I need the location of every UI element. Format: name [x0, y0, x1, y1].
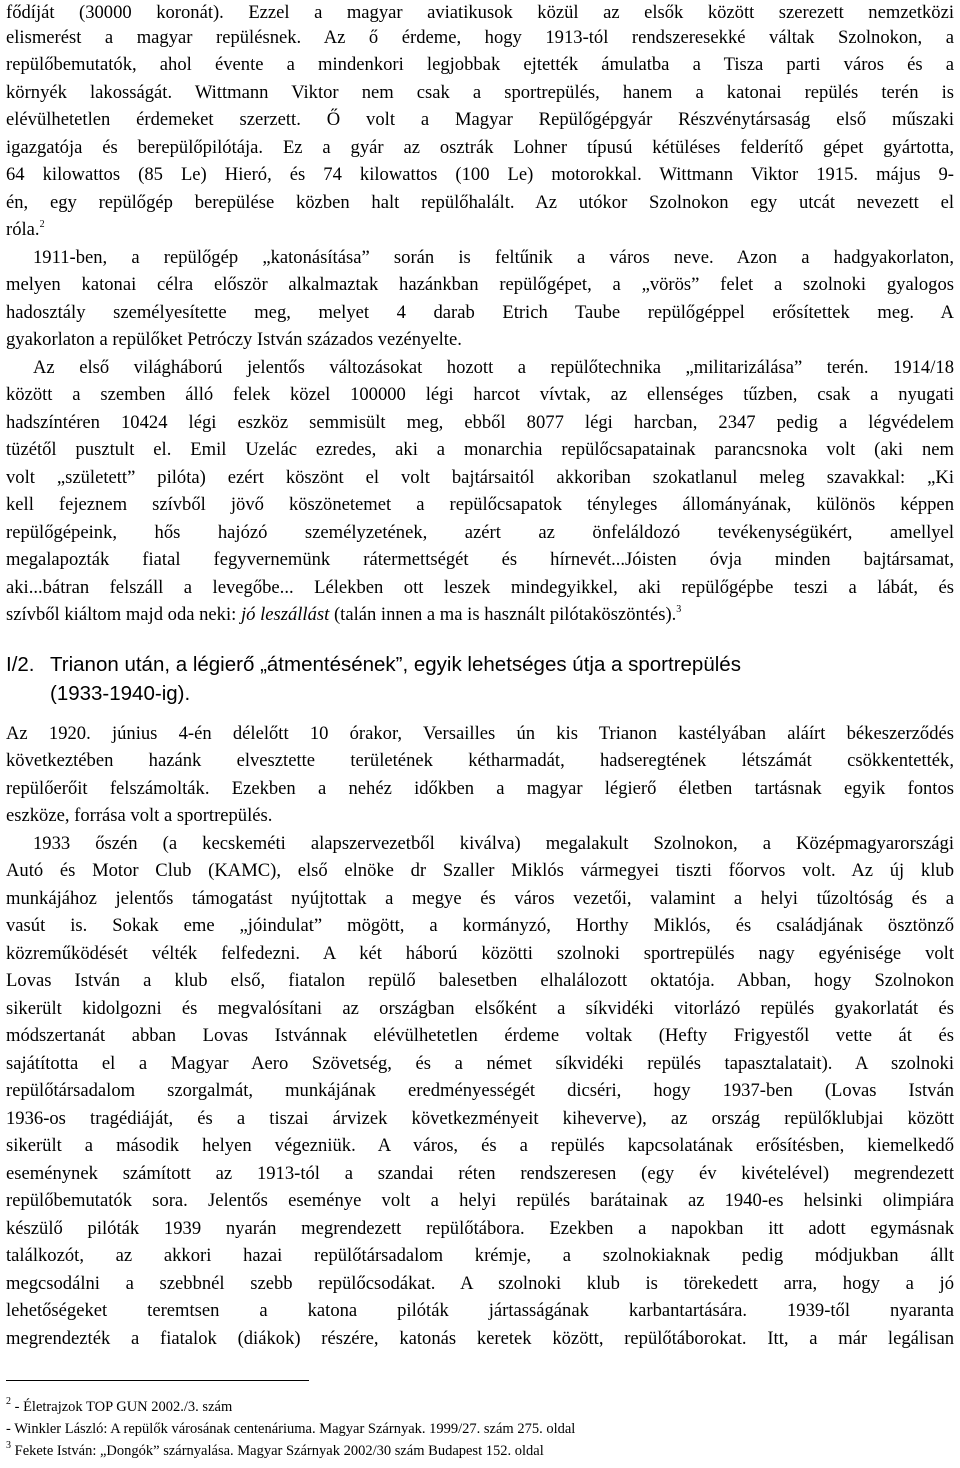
text-line: repülőbemutatók, ahol évente a mindenkori legjobbak ejtették ámulatba a Tisza parti város és a: [6, 54, 954, 75]
text-line: sikerült kidolgozni és megvalósítani az országban elsőként a síkvidéki vitorlázó repülés gyakorlatát és: [6, 998, 954, 1019]
text-line: között a szemben álló felek közel 100000 légi harcot vívtak, az ellenséges tűzben, csak a nyugati: [6, 384, 954, 405]
text-line: 1911-ben, a repülőgép „katonásítása” során is feltűnik a város neve. Azon a hadgyakorlaton,: [33, 247, 954, 268]
text-line: én, egy repülőgép berepülése közben halt repülőhalált. Az utókor Szolnokon egy utcát nevezett el: [6, 192, 954, 213]
text-line: aki...bátran felszáll a levegőbe... Lélekben ott leszek mindegyikkel, aki repülőgépbe teszi a lábát, és: [6, 577, 954, 598]
footnote-mark: 2: [6, 1396, 11, 1408]
text-line: megcsodálni a szebbnél szebb repülőcsodákat. A szolnoki klub is törekedett arra, hogy a jó: [6, 1273, 954, 1294]
text-line: tüzétől pusztult el. Emil Uzelác ezredes, aki a monarchia repülőcsapatainak parancsnoka volt (aki nem: [6, 439, 954, 460]
text-line: környék lakosságát. Wittmann Viktor nem csak a sportrepülés, hanem a katonai repülés terén is: [6, 82, 954, 103]
text-line: repülőgépeink, hős hajózó személyzetének, azért az önfeláldozó tevékenységükért, amellyel: [6, 522, 954, 543]
footnote-2: [6, 1398, 232, 1416]
text-line: 1933 őszén (a kecskeméti alapszervezetből kiválva) megalakult Szolnokon, a Középmagyarországi: [33, 833, 954, 854]
text-line: következtében hazánk elvesztette területének kétharmadát, hadseregtének létszámát csökkentették,: [6, 750, 954, 771]
text-line: elismerést a magyar repülésnek. Az ő érdeme, hogy 1913-tól rendszeresekké váltak Szolnokon, a: [6, 27, 954, 48]
text-line: módszertanát abban Lovas Istvánnak elévülhetetlen érdeme voltak (Hefty Frigyestől vette át és: [6, 1025, 954, 1046]
footnote-mark: 3: [6, 1440, 11, 1452]
text-line: repülőerőit felszámolták. Ezekben a nehéz időkben a magyar légierő életben tartásnak egyik fontos: [6, 778, 954, 799]
text-line: gyakorlaton a repülőket Petróczy István százados vezényelte.: [6, 329, 462, 350]
quote-italic: jó leszállást: [240, 604, 330, 625]
text-line: 64 kilowattos (85 Le) Hieró, és 74 kilowattos (100 Le) motorokkal. Wittmann Viktor 1915. május 9-: [6, 164, 954, 185]
text-line: eszköze, forrása volt a sportrepülés.: [6, 805, 273, 826]
text-line: hadosztály személyesítette meg, melyet 4 darab Etrich Taube repülőgéppel erősítettek meg. A: [6, 302, 954, 323]
text-line: repülőbemutatók sora. Jelentős eseménye volt a helyi repülés barátainak az 1940-es helsinki olimpiára: [6, 1190, 954, 1211]
text-line: repülőtársadalom szorgalmát, munkájának eredményességét dicséri, hogy 1937-ben (Lovas István: [6, 1080, 954, 1101]
section-title-line-2: (1933-1940-ig).: [50, 682, 191, 705]
text-line: Autó és Motor Club (KAMC), első elnöke dr Szaller Miklós vármegyei tiszti főorvos volt. Az új klub: [6, 860, 954, 881]
text-line: fődíját (30000 koronát). Ezzel a magyar aviatikusok közül az elsők között szerezett nemzetközi: [6, 2, 954, 23]
text-line: elévülhetetlen érdemeket szerzett. Ő volt a Magyar Repülőgépgyár Részvénytársaság első műszaki: [6, 109, 954, 130]
text-line: kell fejeznem szívből jövő köszönetemet a repülőcsapatok tényleges állományának, különös képpen: [6, 494, 954, 515]
text-line: munkájához jelentős támogatást nyújtottak a megye és város vezetői, valamint a helyi tűzoltóság és a: [6, 888, 954, 909]
text-line: megalapozták fiatal fegyvernemünk rátermettségét és hírnevét...Jóisten óvja minden bajtársamat,: [6, 549, 954, 570]
text-line: Lovas István a klub első, fiatalon repülő balesetben elhalálozott oktatója. Abban, hogy Szolnokon: [6, 970, 954, 991]
text-line: sajátította el a Magyar Aero Szövetség, és a német síkvidéki repülés tapasztalatait). A szolnoki: [6, 1053, 954, 1074]
text-line: róla.$^2$: [6, 218, 45, 240]
text-line: megrendezték a fiatalok (diákok) részére, katonás keretek között, repülőtáborokat. Itt, a már legálisan: [6, 1328, 954, 1349]
text-line: eseménynek számított az 1913-tól a szandai réten rendszeresen (egy év kivételével) megrendezett: [6, 1163, 954, 1184]
text-line: melyen katonai célra először alkalmaztak hazánkban repülőgépet, a „vörös” felet a szolnoki gyalogos: [6, 274, 954, 295]
text-line: igazgatója és berepülőpilótája. Ez a gyár az osztrák Lohner típusú kétüléses felderítő gépet gyártotta,: [6, 137, 954, 158]
text-line: szívből kiáltom majd oda neki: jó leszállást (talán innen a ma is használt pilótaköszöntés).$^3$: [6, 603, 682, 625]
text-line: közreműködését vélték felfedezni. A két háború közötti szolnoki sportrepülés nagy egyénisége volt: [6, 943, 954, 964]
text-line: készülő pilóták 1939 nyarán megrendezett repülőtábora. Ezekben a napokban itt adott egymásnak: [6, 1218, 954, 1239]
section-title-line-1: Trianon után, a légierő „átmentésének”, egyik lehetséges útja a sportrepülés: [50, 653, 741, 676]
footnote-text: - Életrajzok TOP GUN 2002./3. szám: [11, 1399, 233, 1415]
footnote-ref-2: 2: [39, 218, 45, 230]
footnote-text: - Winkler László: A repülők városának centenáriuma. Magyar Szárnyak. 1999/27. szám 275. oldal: [6, 1421, 576, 1437]
text-line: 1936-os tragédiáját, és a tiszai árvizek következményeit kiheverve), az ország repülőklubjai között: [6, 1108, 954, 1129]
text-line: volt „született” pilóta) ezért köszönt el volt bajtársaitól akkoriban szokatlanul meleg szavakkal: „Ki: [6, 467, 954, 488]
footnote-ref-3: 3: [676, 603, 682, 615]
text-line: vasút is. Sokak eme „jóindulat” mögött, a kormányzó, Horthy Miklós, és családjának ösztönző: [6, 915, 954, 936]
footnote-2b: [6, 1420, 575, 1438]
text-line: Az első világháború jelentős változásokat hozott a repülőtechnika „militarizálása” terén. 1914/18: [33, 357, 954, 378]
footnote-3: [6, 1442, 544, 1460]
footnote-separator: [6, 1380, 309, 1381]
text-line: találkozót, az akkori hazai repülőtársadalom krémje, a szolnokiaknak pedig módjukban állt: [6, 1245, 954, 1266]
footnote-text: Fekete István: „Dongók” szárnyalása. Magyar Szárnyak 2002/30 szám Budapest 152. oldal: [11, 1443, 544, 1459]
text-line: hadszíntéren 10424 légi eszköz semmisült meg, ebből 8077 légi harcban, 2347 pedig a légvédelem: [6, 412, 954, 433]
text-line: lehetőségeket teremtsen a katona pilóták jártasságának karbantartására. 1939-től nyaranta: [6, 1300, 954, 1321]
text-line: Az 1920. június 4-én délelőtt 10 órakor, Versailles ún kis Trianon kastélyában aláírt békeszerződés: [6, 723, 954, 744]
text-line: sikerült a második helyen végezniük. A város, és a repülés kapcsolatának erősítésben, kiemelkedő: [6, 1135, 954, 1156]
section-number: I/2.: [6, 653, 35, 676]
